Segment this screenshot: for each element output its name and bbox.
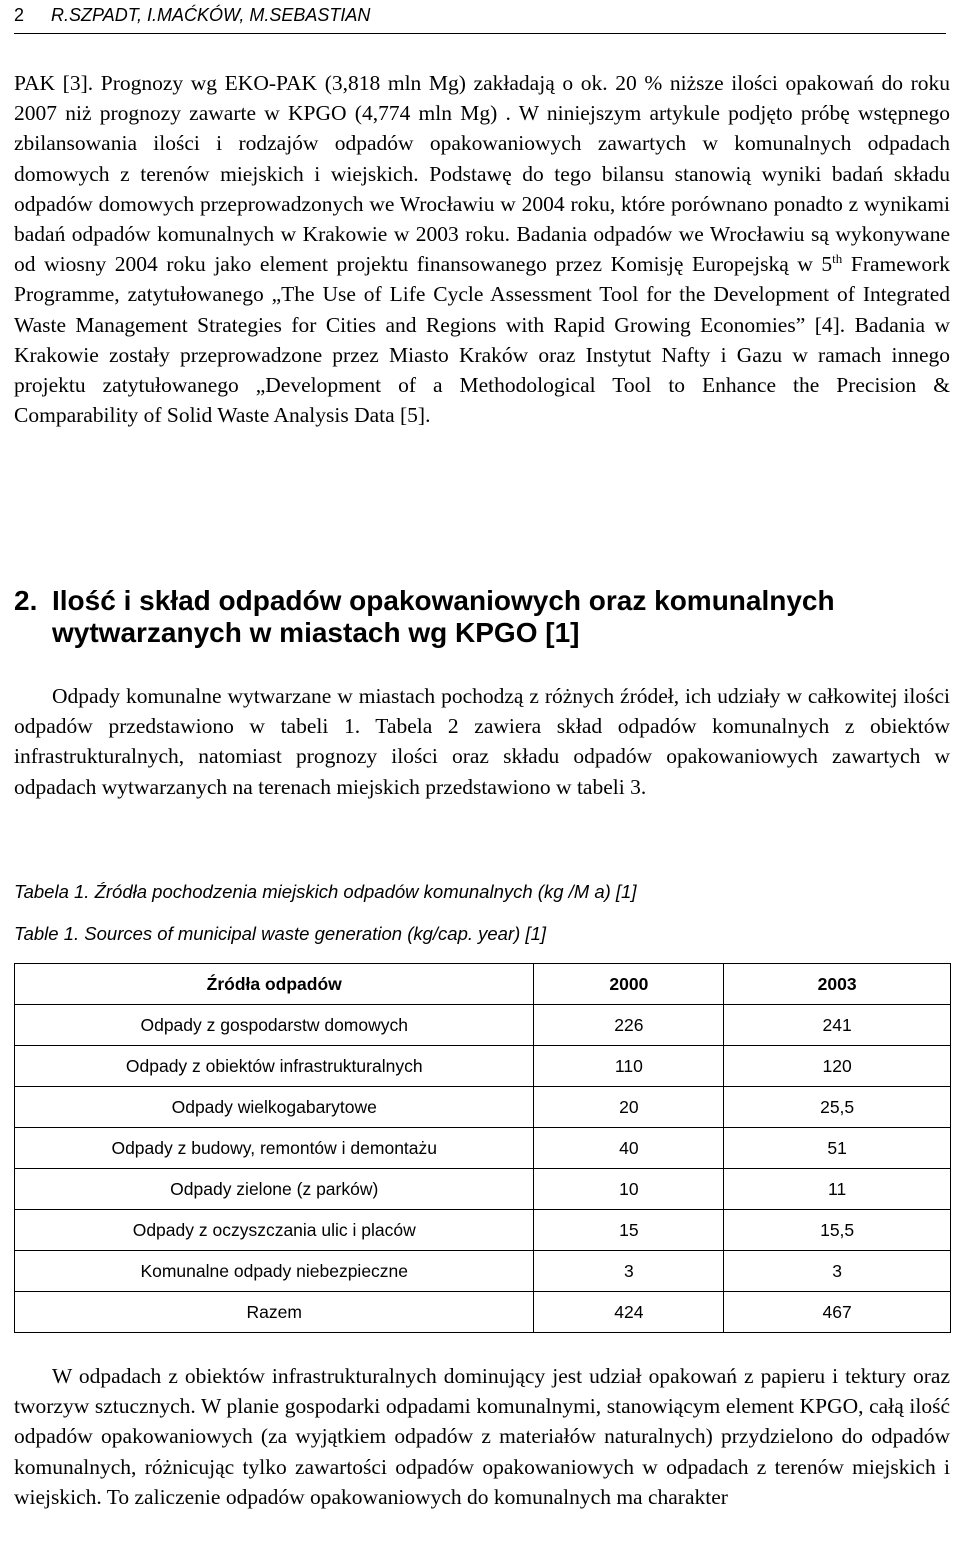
cell-2003: 11 — [724, 1169, 951, 1210]
cell-2000: 424 — [534, 1292, 724, 1333]
section-number: 2. — [14, 585, 38, 616]
column-header-2003: 2003 — [724, 964, 951, 1005]
cell-2003: 241 — [724, 1005, 951, 1046]
cell-2000: 20 — [534, 1087, 724, 1128]
cell-source: Odpady z budowy, remontów i demontażu — [15, 1128, 534, 1169]
cell-2003: 3 — [724, 1251, 951, 1292]
table-caption-polish: Tabela 1. Źródła pochodzenia miejskich odpadów komunalnych (kg /M a) [1] — [14, 881, 637, 902]
cell-2003: 25,5 — [724, 1087, 951, 1128]
cell-2000: 110 — [534, 1046, 724, 1087]
cell-2000: 10 — [534, 1169, 724, 1210]
table-row — [15, 1046, 951, 1087]
section-title-line1: Ilość i skład odpadów opakowaniowych oraz komunalnych — [52, 585, 835, 616]
cell-2003: 15,5 — [724, 1210, 951, 1251]
cell-2000: 15 — [534, 1210, 724, 1251]
table-header-row — [15, 964, 951, 1005]
cell-2000: 40 — [534, 1128, 724, 1169]
waste-sources-table — [14, 963, 951, 1333]
cell-source: Odpady z oczyszczania ulic i placów — [15, 1210, 534, 1251]
page-number: 2 — [14, 5, 25, 25]
running-header — [14, 0, 944, 30]
cell-source: Odpady z obiektów infrastrukturalnych — [15, 1046, 534, 1087]
paragraph-sources: Odpady komunalne wytwarzane w miastach pochodzą z różnych źródeł, ich udziały w całkowitej ilości odpadów przedstawiono w tabeli 1. Tabela 2 zawiera skład odpadów komunalnych z obiektów infrastrukturalnych, natomiast prognozy ilości oraz składu odpadów opakowaniowych zawartych w odpadach wytwarzanych na terenach miejskich przedstawiono w tabeli 3. — [14, 684, 950, 799]
superscript-th: th — [832, 251, 843, 267]
cell-source: Odpady zielone (z parków) — [15, 1169, 534, 1210]
column-header-2000: 2000 — [534, 964, 724, 1005]
table-row — [15, 1251, 951, 1292]
cell-source: Odpady wielkogabarytowe — [15, 1087, 534, 1128]
table-row — [15, 1005, 951, 1046]
cell-source: Razem — [15, 1292, 534, 1333]
running-header-authors: R.SZPADT, I.MAĆKÓW, M.SEBASTIAN — [51, 5, 371, 25]
section-heading — [14, 585, 950, 649]
table-row — [15, 1169, 951, 1210]
table-caption-english: Table 1. Sources of municipal waste generation (kg/cap. year) [1] — [14, 923, 546, 944]
paragraph-intro — [14, 68, 950, 430]
cell-2003: 51 — [724, 1128, 951, 1169]
section-title-line2: wytwarzanych w miastach wg KPGO [1] — [52, 617, 580, 648]
header-rule — [14, 33, 946, 34]
cell-2003: 467 — [724, 1292, 951, 1333]
paragraph-infrastructure: W odpadach z obiektów infrastrukturalnych dominujący jest udział opakowań z papieru i tektury oraz tworzyw sztucznych. W planie gospodarki odpadami komunalnymi, stanowiącym element KPGO, całą ilość odpadów opakowaniowych (za wyjątkiem odpadów z materiałów naturalnych) przydzielono do odpadów komunalnych, różnicując tylko zawartości odpadów opakowaniowych w odpadach z terenów miejskich i wiejskich. To zaliczenie odpadów opakowaniowych do komunalnych ma charakter — [14, 1364, 950, 1509]
cell-source: Odpady z gospodarstw domowych — [15, 1005, 534, 1046]
paragraph-intro-text-a: PAK [3]. Prognozy wg EKO-PAK (3,818 mln Mg) zakładają o ok. 20 % niższe ilości opakowań do roku 2007 niż prognozy zawarte w KPGO (4,774 mln Mg) . W niniejszym artykule podjęto próbę wstępnego zbilansowania ilości i rodzajów odpadów opakowaniowych zawartych w komunalnych odpadach domowych z terenów miejskich i wiejskich. Podstawę do tego bilansu stanowią wyniki badań składu odpadów domowych przeprowadzonych we Wrocławiu w 2004 roku, które porównano ponadto z wynikami badań odpadów komunalnych w Krakowie w 2003 roku. Badania odpadów we Wrocławiu są wykonywane od wiosny 2004 roku jako element projektu finansowanego przez Komisję Europejską w 5 — [14, 71, 950, 277]
cell-source: Komunalne odpady niebezpieczne — [15, 1251, 534, 1292]
table-total-row — [15, 1292, 951, 1333]
table-row — [15, 1210, 951, 1251]
cell-2003: 120 — [724, 1046, 951, 1087]
cell-2000: 226 — [534, 1005, 724, 1046]
paragraph-intro-text-b: Framework Programme, zatytułowanego „The Use of Life Cycle Assessment Tool for the Development of Integrated Waste Management Strategies for Cities and Regions with Rapid Growing Economies” [4]. Badania w Krakowie zostały przeprowadzone przez Miasto Kraków oraz Instytut Nafty i Gazu w ramach innego projektu zatytułowanego „Development of a Methodological Tool to Enhance the Precision & Comparability of Solid Waste Analysis Data [5]. — [14, 252, 950, 428]
table-row — [15, 1087, 951, 1128]
column-header-source: Źródła odpadów — [15, 964, 534, 1005]
cell-2000: 3 — [534, 1251, 724, 1292]
table-row — [15, 1128, 951, 1169]
